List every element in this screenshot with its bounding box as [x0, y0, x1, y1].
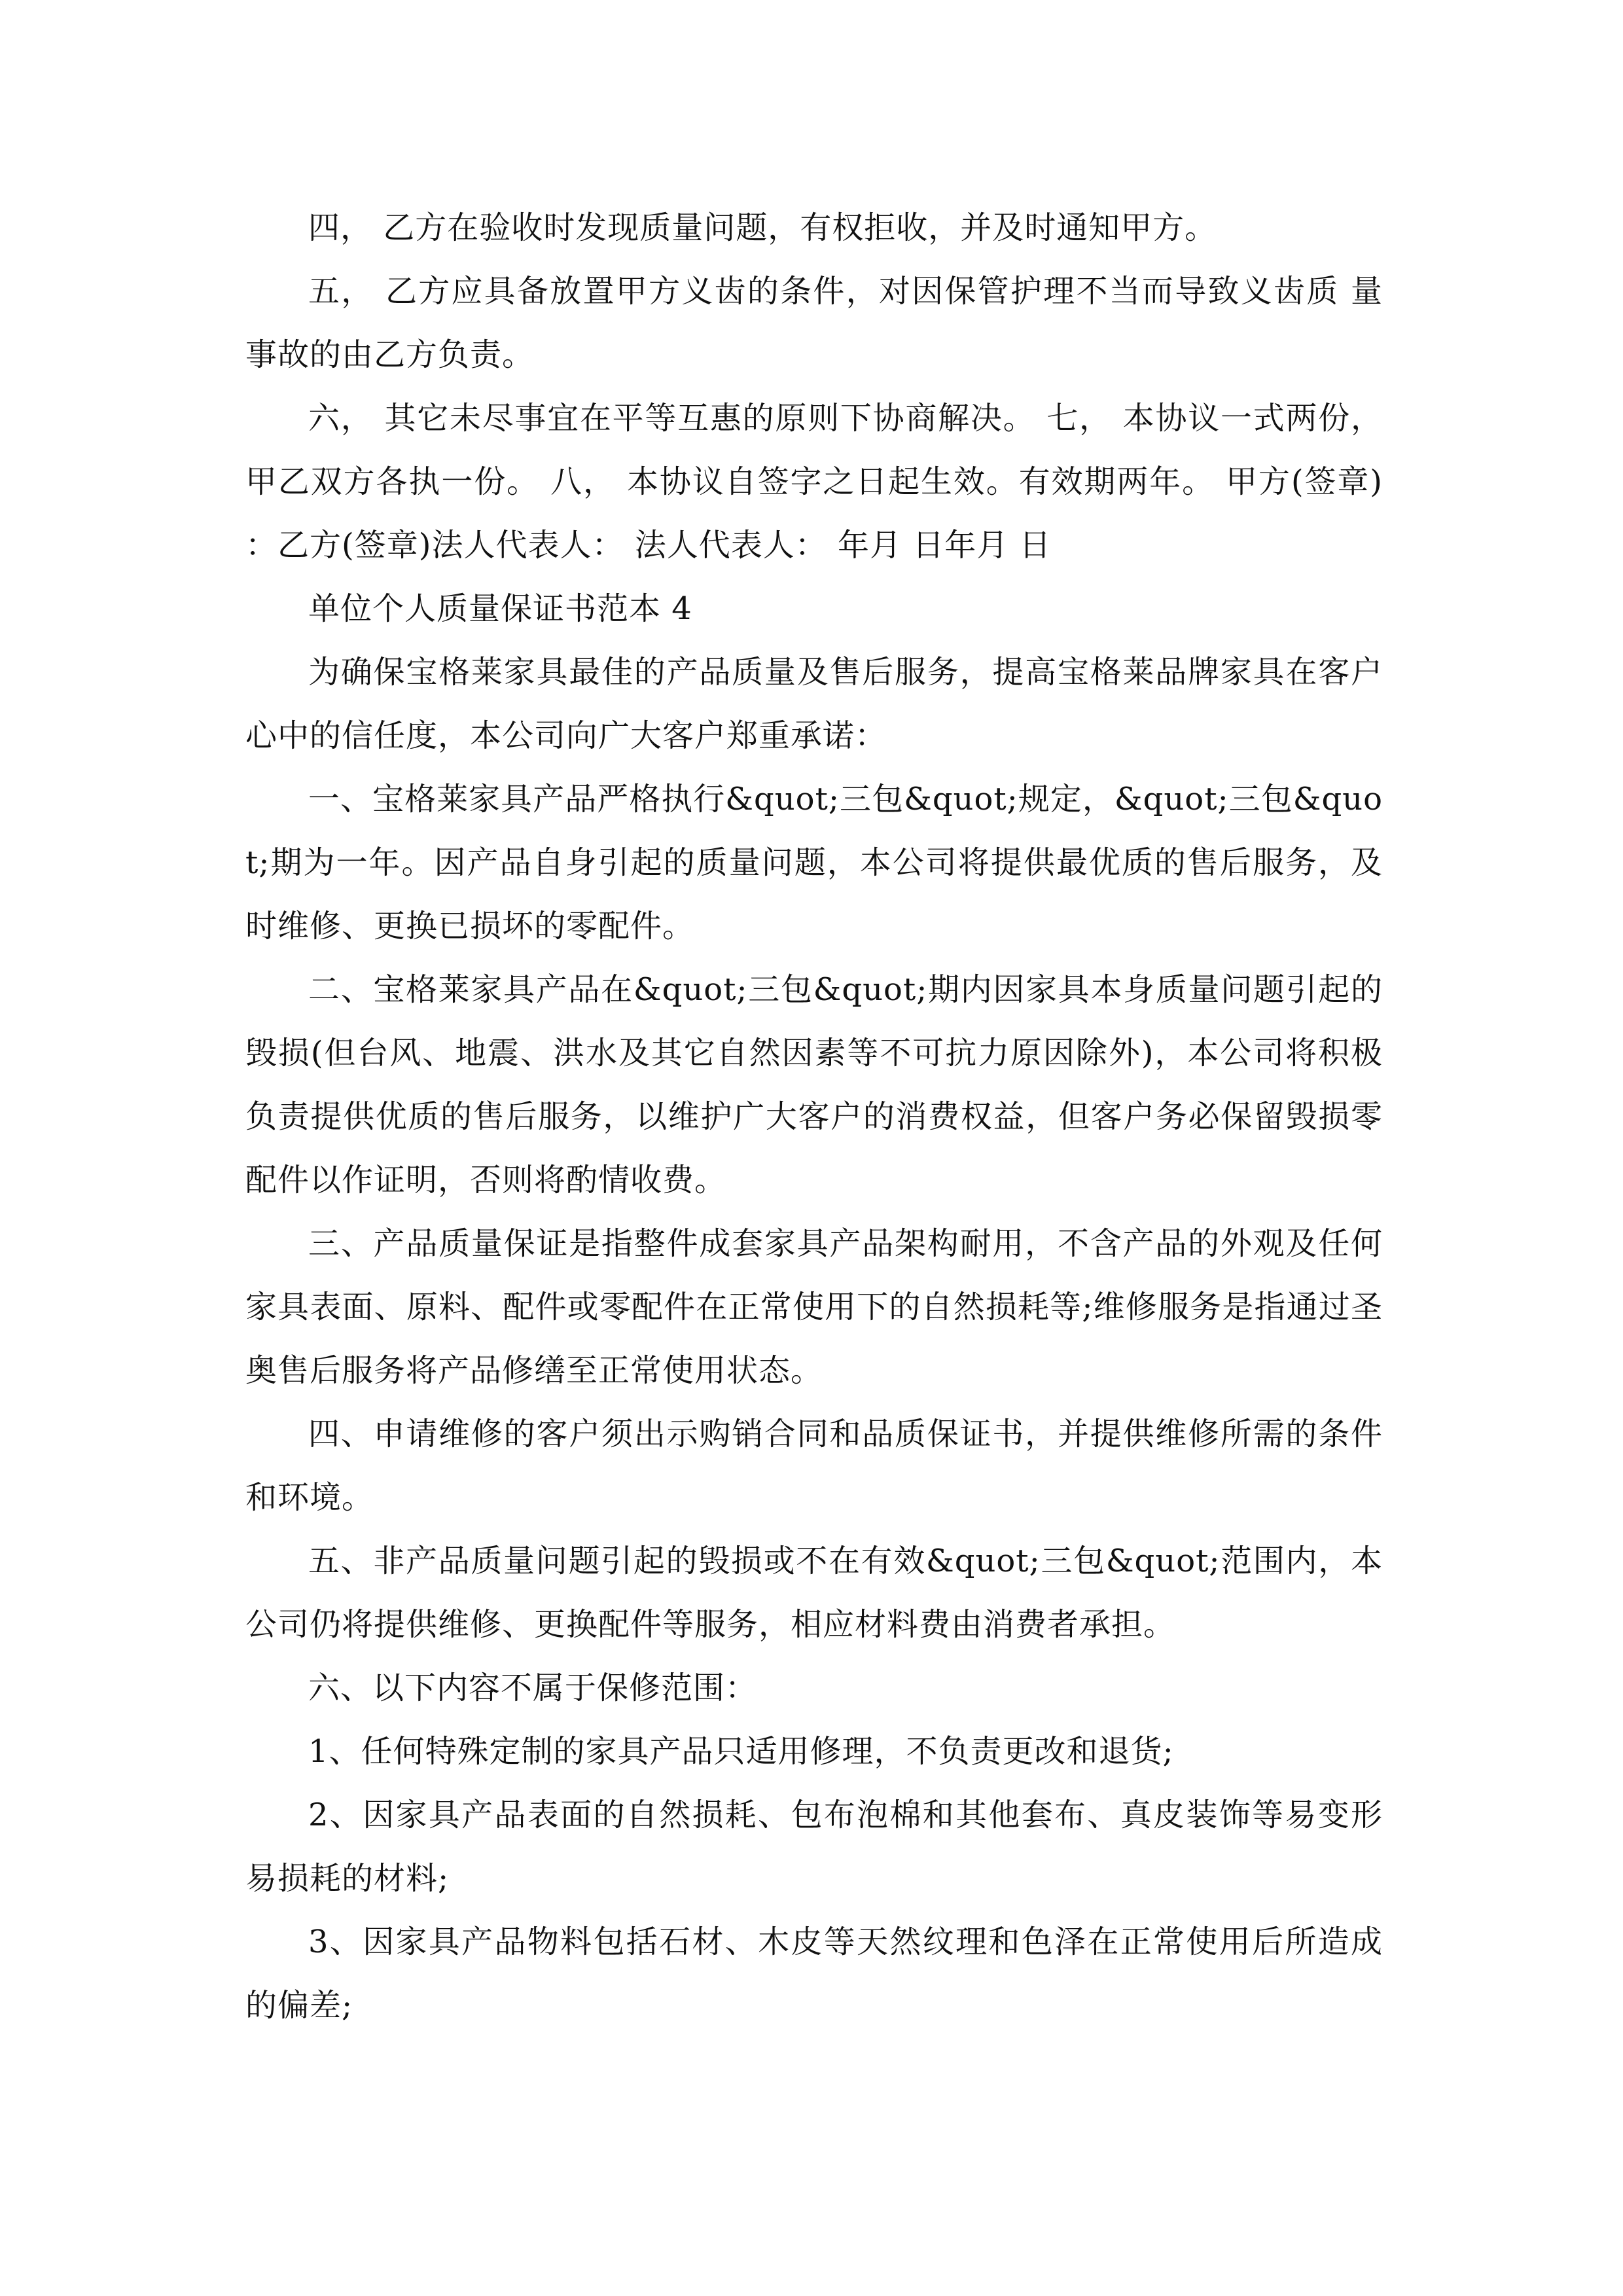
exclusion-3: 3、因家具产品物料包括石材、木皮等天然纹理和色泽在正常使用后所造成的偏差;: [245, 1924, 1383, 2024]
item-two: 二、宝格莱家具产品在&quot;三包&quot;期内因家具本身质量问题引起的毁损(但台风、地震、洪水及其它自然因素等不可抗力原因除外)，本公司将积极负责提供优质的售后服务，以维护广大客户的消费权益，但客户务必保留毁损零配件以作证明，否则将酌情收费。: [245, 971, 1383, 1198]
item-five: 五、非产品质量问题引起的毁损或不在有效&quot;三包&quot;范围内，本公司仍将提供维修、更换配件等服务，相应材料费由消费者承担。: [245, 1543, 1383, 1643]
exclusion-1: 1、任何特殊定制的家具产品只适用修理，不负责更改和退货;: [308, 1733, 1174, 1770]
exclusion-2: 2、因家具产品表面的自然损耗、包布泡棉和其他套布、真皮装饰等易变形易损耗的材料;: [245, 1797, 1383, 1897]
clause-4-acceptance: 四， 乙方在验收时发现质量问题，有权拒收，并及时通知甲方。: [308, 209, 1217, 246]
item-four: 四、申请维修的客户须出示购销合同和品质保证书，并提供维修所需的条件和环境。: [245, 1416, 1383, 1516]
clause-5-storage: 五， 乙方应具备放置甲方义齿的条件，对因保管护理不当而导致义齿质 量事故的由乙方负责。: [245, 273, 1383, 373]
section-title: 单位个人质量保证书范本 4: [308, 590, 692, 627]
document-body: [245, 196, 1383, 2037]
clause-6-8-signatures: 六， 其它未尽事宜在平等互惠的原则下协商解决。 七， 本协议一式两份，甲乙双方各执一份。 八， 本协议自签字之日起生效。有效期两年。 甲方(签章) ：乙方(签章)法人代表人： 法人代表人： 年月 日年月 日: [245, 400, 1383, 564]
intro-paragraph: 为确保宝格莱家具最佳的产品质量及售后服务，提高宝格莱品牌家具在客户心中的信任度，本公司向广大客户郑重承诺：: [245, 654, 1383, 754]
item-one: 一、宝格莱家具产品严格执行&quot;三包&quot;规定，&quot;三包&quot;期为一年。因产品自身引起的质量问题，本公司将提供最优质的售后服务，及时维修、更换已损坏的零配件。: [245, 781, 1383, 944]
item-six-heading: 六、以下内容不属于保修范围：: [308, 1670, 758, 1706]
item-three: 三、产品质量保证是指整件成套家具产品架构耐用，不含产品的外观及任何家具表面、原料、配件或零配件在正常使用下的自然损耗等;维修服务是指通过圣奥售后服务将产品修缮至正常使用状态。: [245, 1225, 1383, 1389]
